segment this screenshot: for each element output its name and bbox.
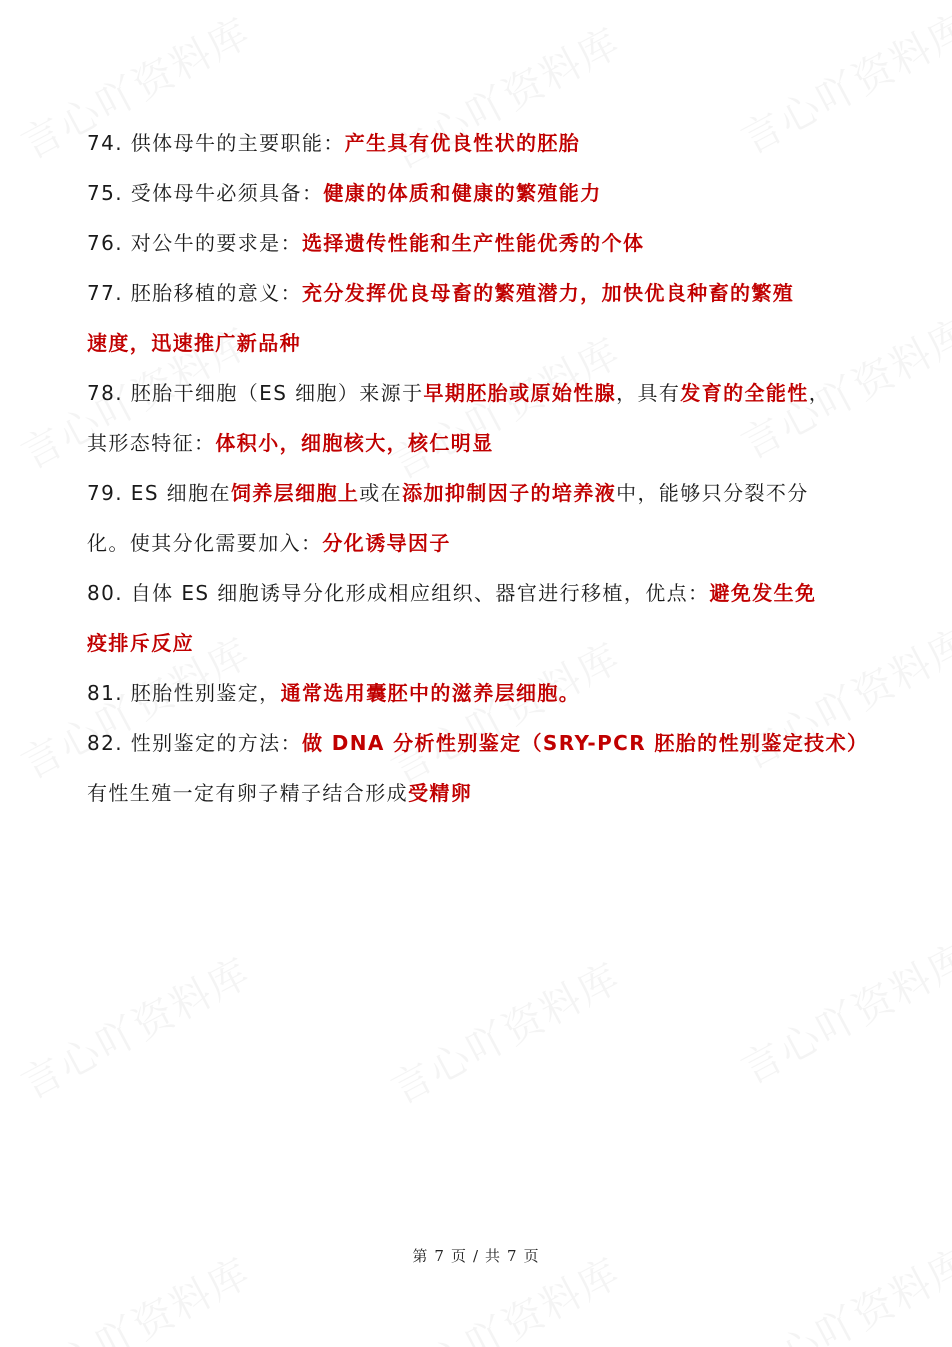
item-78 bbox=[87, 368, 877, 418]
item-82 bbox=[87, 718, 877, 768]
answer-text: 分化诱导因子 bbox=[322, 531, 451, 555]
item-77 bbox=[87, 268, 877, 318]
item-80 bbox=[87, 568, 877, 618]
item-number: 80. bbox=[87, 581, 124, 605]
question-text: 其形态特征： bbox=[87, 431, 216, 455]
item-76 bbox=[87, 218, 877, 268]
item-77-continued bbox=[87, 318, 877, 368]
item-number: 77. bbox=[87, 281, 124, 305]
answer-text: 做 DNA 分析性别鉴定（SRY-PCR 胚胎的性别鉴定技术） bbox=[301, 731, 869, 755]
answer-text: 饲养层细胞上 bbox=[230, 481, 360, 505]
item-78-continued bbox=[87, 418, 877, 468]
question-text: ， bbox=[808, 381, 831, 405]
footer-total-prefix: 共 bbox=[485, 1247, 502, 1265]
answer-text: 通常选用囊胚中的滋养层细胞。 bbox=[280, 681, 581, 705]
item-80-continued bbox=[87, 618, 877, 668]
question-text: 供体母牛的主要职能： bbox=[130, 131, 345, 155]
item-number: 75. bbox=[87, 181, 124, 205]
item-75 bbox=[87, 168, 877, 218]
question-text: 有性生殖一定有卵子精子结合形成 bbox=[87, 781, 408, 805]
document-body bbox=[87, 118, 877, 818]
item-number: 82. bbox=[87, 731, 124, 755]
answer-text: 添加抑制因子的培养液 bbox=[402, 481, 617, 505]
answer-text: 体积小，细胞核大，核仁明显 bbox=[215, 431, 494, 455]
watermark-text bbox=[730, 927, 952, 1096]
item-79 bbox=[87, 468, 877, 518]
question-text: ES 细胞在 bbox=[130, 481, 231, 505]
answer-text: 选择遗传性能和生产性能优秀的个体 bbox=[301, 231, 645, 255]
item-79-continued bbox=[87, 518, 877, 568]
item-number: 81. bbox=[87, 681, 124, 705]
watermark-text bbox=[10, 942, 259, 1111]
item-number: 79. bbox=[87, 481, 124, 505]
question-text: 受体母牛必须具备： bbox=[130, 181, 324, 205]
footer-prefix: 第 bbox=[412, 1247, 429, 1265]
item-number: 74. bbox=[87, 131, 124, 155]
extra-note bbox=[87, 768, 877, 818]
item-74 bbox=[87, 118, 877, 168]
item-number: 78. bbox=[87, 381, 124, 405]
question-text: 胚胎性别鉴定， bbox=[130, 681, 281, 705]
answer-text: 疫排斥反应 bbox=[87, 631, 194, 655]
question-text: 对公牛的要求是： bbox=[130, 231, 302, 255]
answer-text: 健康的体质和健康的繁殖能力 bbox=[323, 181, 602, 205]
question-text: 或在 bbox=[359, 481, 403, 505]
question-text: 中，能够只分裂不分 bbox=[616, 481, 809, 505]
page-footer bbox=[0, 1245, 952, 1266]
answer-text: 产生具有优良性状的胚胎 bbox=[344, 131, 581, 155]
answer-text: 避免发生免 bbox=[709, 581, 817, 605]
footer-page-word: 页 bbox=[450, 1247, 467, 1265]
answer-text: 早期胚胎或原始性腺 bbox=[423, 381, 617, 405]
current-page-number: 7 bbox=[434, 1247, 445, 1265]
watermark-text bbox=[380, 947, 629, 1116]
question-text: 化。使其分化需要加入： bbox=[87, 531, 323, 555]
question-text: 胚胎干细胞（ES 细胞）来源于 bbox=[130, 381, 424, 405]
question-text: 自体 ES 细胞诱导分化形成相应组织、器官进行移植，优点： bbox=[130, 581, 710, 605]
footer-total-suffix: 页 bbox=[523, 1247, 540, 1265]
total-page-number: 7 bbox=[507, 1247, 518, 1265]
question-text: ，具有 bbox=[616, 381, 681, 405]
answer-text: 发育的全能性 bbox=[680, 381, 809, 405]
answer-text: 充分发挥优良母畜的繁殖潜力，加快优良种畜的繁殖 bbox=[301, 281, 795, 305]
footer-separator: / bbox=[472, 1247, 480, 1265]
item-number: 76. bbox=[87, 231, 124, 255]
answer-text: 速度，迅速推广新品种 bbox=[87, 331, 301, 355]
question-text: 胚胎移植的意义： bbox=[130, 281, 302, 305]
question-text: 性别鉴定的方法： bbox=[130, 731, 302, 755]
answer-text: 受精卵 bbox=[408, 781, 473, 805]
item-81 bbox=[87, 668, 877, 718]
